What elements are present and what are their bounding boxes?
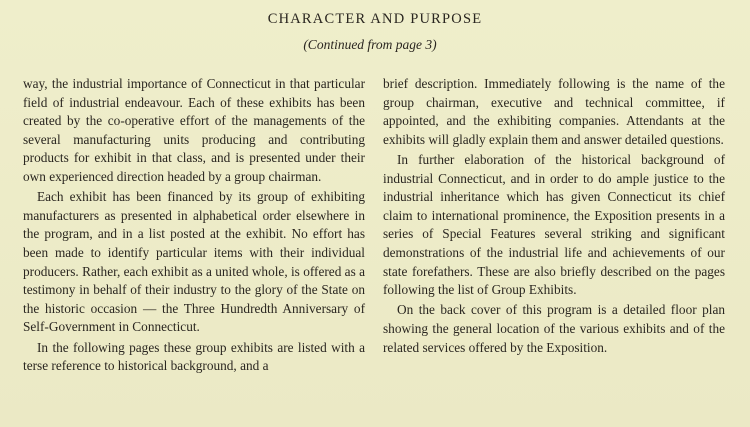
- page-title: CHARACTER AND PURPOSE: [267, 11, 483, 27]
- right-column: [383, 75, 725, 359]
- left-column: [23, 75, 365, 377]
- paragraph: In the following pages these group exhibits are listed with a terse reference to historical background, and a: [23, 339, 365, 374]
- paragraph: On the back cover of this program is a detailed floor plan showing the general location of the various exhibits and of the related services offered by the Exposition.: [383, 302, 725, 355]
- paragraph: brief description. Immediately following is the name of the group chairman, executive and technical committee, if appointed, and the exhibiting companies. Attendants at the exhibits will gladly explain them and answer detailed questions.: [383, 76, 725, 147]
- paragraph: way, the industrial importance of Connecticut in that particular field of industrial endeavour. Each of these exhibits has been created by the co-operative effort of the managements of the several manufacturing units producing and contributing products for exhibit in that class, and is presented under their own experienced direction headed by a group chairman.: [23, 76, 365, 184]
- paragraph: In further elaboration of the historical background of industrial Connecticut, and in order to do ample justice to the industrial inheritance which has given Connecticut its chief claim to international prominence, the Exposition presents in a series of Special Features several striking and significant demonstrations of the industrial life and achievements of our state forefathers. These are also briefly described on the pages following the list of Group Exhibits.: [383, 151, 725, 298]
- paragraph: Each exhibit has been financed by its group of exhibiting manufacturers as presented in alphabetical order elsewhere in the program, and in a list posted at the exhibit. No effort has been made to identify particular items with their individual producers. Rather, each exhibit as a united whole, is offered as a testimony in behalf of their industry to the glory of the State on the historic occasion — the Three Hundredth Anniversary of Self-Government in Connecticut.: [23, 189, 365, 335]
- continuation-note: (Continued from page 3): [303, 37, 437, 52]
